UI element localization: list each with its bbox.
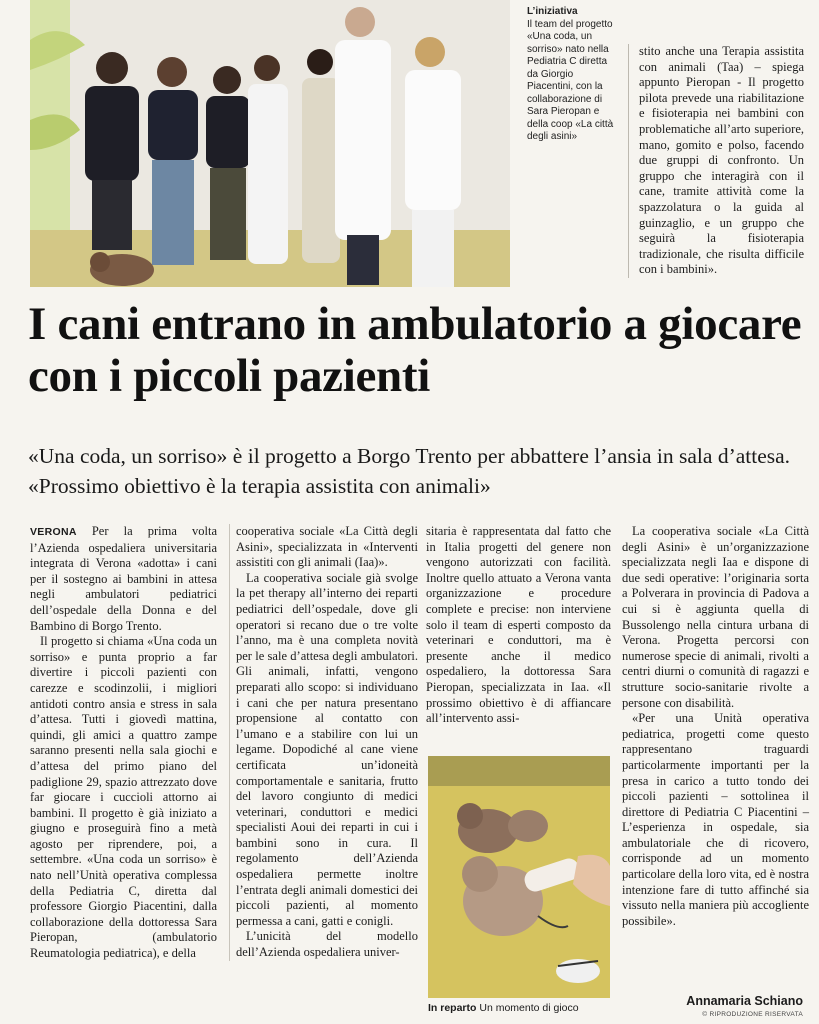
headline: I cani entrano in ambulatorio a giocare con i piccoli pazienti xyxy=(28,298,802,402)
article-paragraph: La cooperativa sociale già svolge la pet therapy all’interno dei reparti pediatrici dell’ospedale, dove gli operatori si recano due o tre volte l’anno, ma è una completa novità per le sale d’attesa degli ambulatori. Gli animali, infatti, vengono preparati allo scopo: si individuano i cani che per natura presentano propensione al contatto con l’umano e a stabilire con lui un legame. Dopodiché al cane viene certificata un’idoneità comportamentale e sanitaria, frutto del lavoro congiunto di medici veterinari, conduttori e medici specialisti Aoui dei reparti in cui i bambini sono in cura. Il regolamento dell’Azienda ospedaliera permette inoltre l’entrata degli animali domestici dei piccoli pazienti, al momento permessa a cani, gatti e conigli. xyxy=(236,570,418,928)
top-photo-caption-text: Il team del progetto «Una coda, un sorriso» nato nella Pediatria C diretta da Giorgio Piacentini, con la collaborazione di Sara Pieropan e della coop «La città degli asini» xyxy=(527,18,614,142)
bottom-photo-caption xyxy=(428,1002,618,1015)
top-photo-caption xyxy=(527,6,619,144)
bottom-photo-caption-text: Un momento di gioco xyxy=(479,1002,579,1014)
continuation-column: stito anche una Terapia assistita con animali (Taa) – spiega appunto Pieropan - Il progetto pilota prevede una riabilitazione e fisioterapia nei bambini con problematiche all’arto superiore, mano, gomito e polso, facendo due gruppi di confronto. Un gruppo che interagirà con il cane, tramite attività come la spazzolatura o la guida al guinzaglio, e un gruppo che seguirà la fisioterapia tradizionale, che risulta difficile con i bambini». xyxy=(628,44,804,278)
article-paragraph: L’unicità del modello dell’Azienda ospedaliera univer- xyxy=(236,929,418,960)
article-column-1 xyxy=(30,524,217,962)
bottom-photo-caption-kicker: In reparto xyxy=(428,1002,477,1014)
team-photo-illustration xyxy=(30,0,510,287)
top-photo-caption-kicker: L’iniziativa xyxy=(527,6,578,17)
article-column-3 xyxy=(426,524,611,727)
article-paragraph: cooperativa sociale «La Città degli Asini», specializzata in «Interventi assistiti con gli animali (Iaa)». xyxy=(236,524,418,570)
team-photo xyxy=(30,0,510,287)
article-column-4 xyxy=(622,524,809,929)
article-paragraph: La cooperativa sociale «La Città degli Asini» è un’organizzazione specializzata negli Iaa e dispone di due sedi operative: l’originaria sorta a Polverara in provincia di Padova a cui si è aggiunta quella di Bussolengo nella cintura urbana di Verona. Progetta percorsi con numerose specie di animali, rivolti a centri diurni o comunità di ragazzi e strutture socio-sanitarie rivolte a persone con disabilità. xyxy=(622,524,809,710)
article-paragraph: sitaria è rappresentata dal fatto che in Italia progetti del genere non vengono autorizzati con facilità. Inoltre quello attuato a Verona vanta organizzazione e procedure complete e precise: non interviene solo il team di esperti composto da veterinari e conduttori, ma è presente anche il medico ospedaliero, la dottoressa Sara Pieropan, specializzata in Iaa. «Il prossimo obiettivo è di affiancare all’intervento assi- xyxy=(426,524,611,726)
article-paragraph xyxy=(30,524,217,634)
article-paragraph: «Per una Unità operativa pediatrica, progetti come questo rappresentano traguardi particolarmente importanti per la presa in carico a tutto tondo dei piccoli pazienti – sottolinea il direttore di Pediatria C Piacentini – L’esperienza in ospedale, sia ambulatoriale che di ricovero, corrisponde ad un momento particolare della loro vita, ed è nostra intenzione fare di tutto affinché sia vissuto nella maniera più accogliente possibile». xyxy=(622,711,809,928)
byline: Annamaria Schiano xyxy=(686,994,803,1008)
dogs-photo xyxy=(428,756,610,998)
copyright-notice: © RIPRODUZIONE RISERVATA xyxy=(702,1011,803,1018)
paragraph-text: Per la prima volta l’Azienda ospedaliera universitaria integrata di Verona «adotta» i cani per il sostegno ai bambini in attesa negli ambulatori pediatrici dell’ospedale della Donna e del Bambino di Borgo Trento. xyxy=(30,524,217,633)
dogs-photo-illustration xyxy=(428,756,610,998)
dateline: VERONA xyxy=(30,526,77,538)
article-column-2 xyxy=(229,524,418,961)
subheadline: «Una coda, un sorriso» è il progetto a Borgo Trento per abbattere l’ansia in sala d’attesa. «Prossimo obiettivo è la terapia assistita con animali» xyxy=(28,444,791,498)
article-paragraph: Il progetto si chiama «Una coda un sorriso» e punta proprio a far divertire i piccoli pazienti con carezze e scodinzolii, i migliori antidoti contro ansia e stress in sala d’attesa. Tutti i giovedì mattina, quindi, gli amici a quattro zampe saranno presenti nella sala giochi e d’attesa del primo piano del padiglione 29, spazio attrezzato dove far giocare i cuccioli attorno ai bambini. Il progetto è già iniziato a giugno e proseguirà fino a metà agosto per riprendere, poi, a settembre. «Una coda un sorriso» è nato nell’Unità operativa complessa della Pediatria C, diretta dal professore Giorgio Piacentini, dalla collaborazione della dottoressa Sara Pieropan, (ambulatorio Reumatologia pediatrica), e della xyxy=(30,634,217,961)
